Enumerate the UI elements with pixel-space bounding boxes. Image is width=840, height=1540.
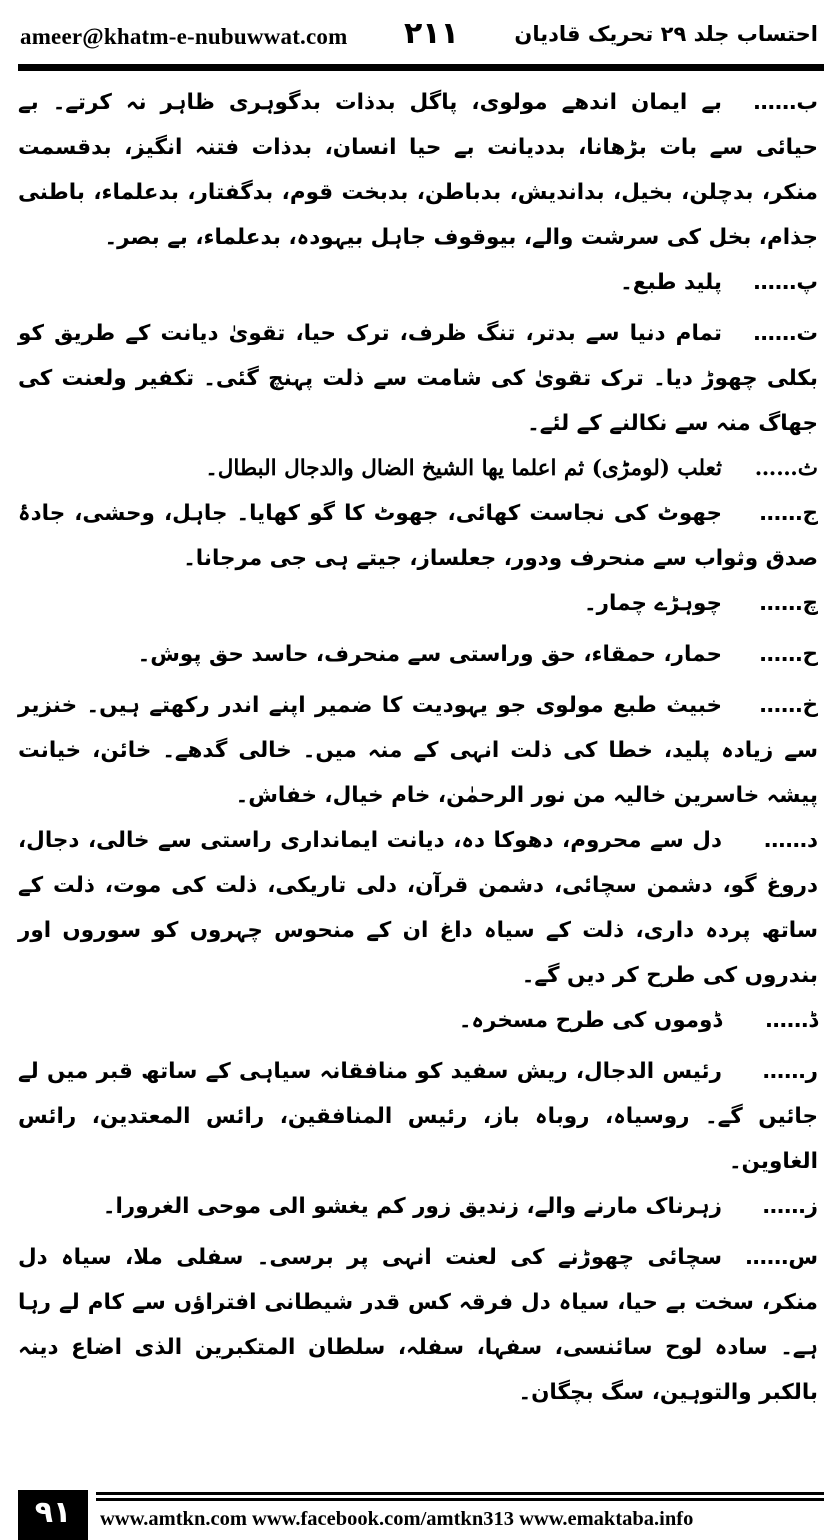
entry-khe <box>18 683 818 818</box>
entry-label: چ…… <box>759 591 818 616</box>
entry-te <box>18 311 818 446</box>
entry-text: رئیس الدجال، ریش سفید کو منافقانہ سیاہی کے ساتھ قبر میں لے جائیں گے۔ روسیاہ، روباہ باز، رئیس المنافقین، رائس المعتدین، رائس الغاوین۔ <box>18 1059 818 1174</box>
entry-jeem <box>18 491 818 581</box>
footer-page-number: ۹۱ <box>18 1490 88 1540</box>
entry-text: جھوٹ کی نجاست کھائی، جھوٹ کا گو کھایا۔ جاہل، وحشی، جادۂ صدق وثواب سے منحرف ودور، جعلساز، جیتے ہی جی مرجانا۔ <box>18 501 818 571</box>
footer-rule <box>96 1498 824 1501</box>
entry-re <box>18 1049 818 1184</box>
entry-label: ج…… <box>759 501 818 526</box>
entry-label: خ…… <box>759 693 818 718</box>
entry-label: ڈ…… <box>765 1008 818 1033</box>
entry-label: ث…… <box>754 456 818 481</box>
entry-se <box>18 446 818 491</box>
entry-label: پ…… <box>753 270 818 295</box>
entry-label: ر…… <box>762 1059 818 1084</box>
entry-text: سچائی چھوڑنے کی لعنت انہی پر برسی۔ سفلی ملا، سیاہ دل منکر، سخت بے حیا، سیاہ دل فرقہ کس قدر شیطانی افتراؤں سے کام لے رہا ہے۔ سادہ لوح سائنسی، سفہا، سفلہ، سلطان المتکبرین الذی اضاع دینہ بالکبر والتوہین، سگ بچگان۔ <box>18 1245 818 1405</box>
entry-dal <box>18 818 818 998</box>
page-header <box>18 14 822 54</box>
page-body <box>18 80 818 1415</box>
footer-rule <box>96 1492 824 1495</box>
header-email: ameer@khatm-e-nubuwwat.com <box>20 24 348 49</box>
footer-urls: www.amtkn.com www.facebook.com/amtkn313 www.emaktaba.info <box>100 1508 694 1530</box>
entry-label: ب…… <box>753 90 818 115</box>
header-book-title: احتساب جلد ۲۹ تحریک قادیان <box>514 22 818 46</box>
entry-text: ثعلب (لومڑی) ثم اعلما یھا الشیخ الضال والدجال البطال۔ <box>205 456 722 481</box>
entry-label: د…… <box>763 828 818 853</box>
entry-ze <box>18 1184 818 1229</box>
header-rule <box>18 64 824 71</box>
entry-hay <box>18 632 818 677</box>
entry-text: دل سے محروم، دھوکا دہ، دیانت ایمانداری راستی سے خالی، دجال، دروغ گو، دشمن سچائی، دشمن قرآن، دلی تاریکی، ذلت کی موت، ذلت کے ساتھ پردہ داری، ذلت کے سیاہ داغ ان کے منحوس چہروں کو سوروں اور بندروں کی طرح کر دیں گے۔ <box>18 828 818 988</box>
entry-pe <box>18 260 818 305</box>
entry-text: پلید طبع۔ <box>620 270 722 295</box>
entry-label: ح…… <box>759 642 818 667</box>
entry-label: س…… <box>745 1245 818 1270</box>
entry-label: ز…… <box>762 1194 818 1219</box>
entry-text: حمار، حمقاء، حق وراستی سے منحرف، حاسد حق پوش۔ <box>137 642 722 667</box>
entry-label: ت…… <box>753 321 818 346</box>
entry-ddal <box>18 998 818 1043</box>
entry-text: تمام دنیا سے بدتر، تنگ ظرف، ترک حیا، تقویٰ دیانت کے طریق کو بکلی چھوڑ دیا۔ ترک تقویٰ کی شامت سے ذلت پہنچ گئی۔ تکفیر ولعنت کی جھاگ منہ سے نکالنے کے لئے۔ <box>18 321 818 436</box>
entry-text: چوہڑے چمار۔ <box>584 591 722 616</box>
entry-text: ڈوموں کی طرح مسخرہ۔ <box>458 1008 722 1033</box>
entry-seen <box>18 1235 818 1415</box>
entry-text: خبیث طبع مولوی جو یہودیت کا ضمیر اپنے اندر رکھتے ہیں۔ خنزیر سے زیادہ پلید، خطا کی ذلت انہی کے منہ میں۔ خالی گدھے۔ خائن، خیانت پیشہ خاسرین خالیہ من نور الرحمٰن، خام خیال، خفاش۔ <box>18 693 818 808</box>
header-page-number: ۲۱۱ <box>404 16 459 51</box>
footer-rules <box>96 1492 824 1504</box>
entry-text: بے ایمان اندھے مولوی، پاگل بدذات بدگوہری ظاہر نہ کرتے۔ بے حیائی سے بات بڑھانا، بددیانت بے حیا انسان، بدذات فتنہ انگیز، بدقسمت منکر، بدچلن، بخیل، بداندیش، بدباطن، بدبخت قوم، بدگفتار، بدعلماء، باطنی جذام، بخل کی سرشت والے، بیوقوف جاہل بیہودہ، بدعلماء، بے بصر۔ <box>18 90 818 250</box>
entry-be <box>18 80 818 260</box>
entry-che <box>18 581 818 626</box>
entry-text: زہرناک مارنے والے، زندیق زور کم یغشو الی موحی الغرورا۔ <box>102 1194 722 1219</box>
